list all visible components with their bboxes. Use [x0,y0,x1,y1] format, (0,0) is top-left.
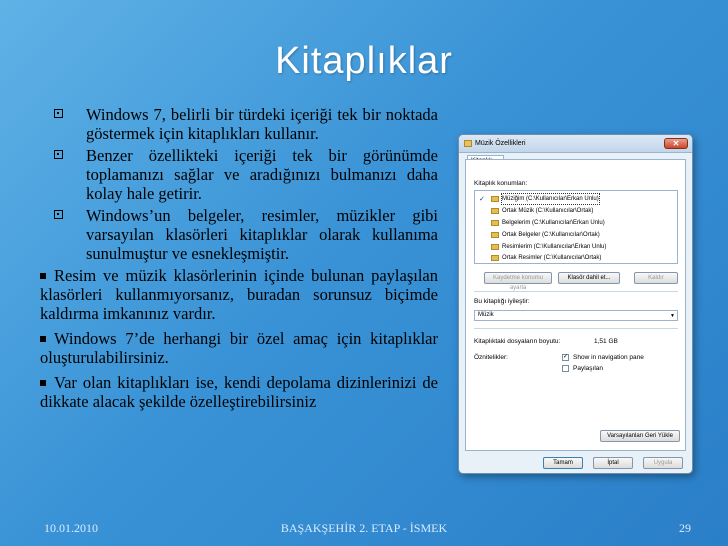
folder-icon [491,208,499,214]
square-bullet-icon [40,380,46,386]
dialog-titlebar[interactable] [459,135,692,153]
shared-checkbox[interactable] [562,365,569,372]
shared-label: Paylaşılan [573,365,603,372]
dialog-body [465,159,686,451]
locations-list[interactable] [474,190,678,264]
bullet-marker-icon [54,150,63,159]
set-save-location-button[interactable]: Kaydetme konumu ayarla [484,272,552,284]
attributes-label: Öznitelikler: [474,354,508,361]
folder-icon [491,255,499,261]
folder-icon [464,140,472,147]
bullet-marker-icon [54,109,63,118]
include-folder-button[interactable]: Klasör dahil et... [558,272,620,284]
size-value: 1,51 GB [594,338,618,345]
square-bullet-icon [40,273,46,279]
folder-icon [491,244,499,250]
show-nav-checkbox[interactable]: ✓ [563,354,569,360]
check-icon: ✓ [479,196,485,203]
close-button[interactable]: ✕ [664,138,688,149]
list-item[interactable]: Belgelerim (C:\Kullanıcılar\Erkan Unlu) [479,218,675,228]
folder-icon [491,220,499,226]
apply-button[interactable]: Uygula [643,457,683,469]
folder-icon [491,196,499,202]
divider [474,328,678,329]
paragraph: Windows 7’de herhangi bir özel amaç için kitaplıklar oluşturulabilirsiniz. [40,329,438,367]
remove-button[interactable]: Kaldır [634,272,678,284]
chevron-down-icon: ▼ [670,313,675,319]
footer-page-number: 29 [679,521,691,535]
music-properties-dialog [458,134,693,474]
list-item[interactable]: Ortak Müzik (C:\Kullanıcılar\Ortak) [479,206,675,216]
divider [474,291,678,292]
list-item[interactable]: Ortak Belgeler (C:\Kullanıcılar\Ortak) [479,230,675,240]
paragraph: Var olan kitaplıkları ise, kendi depolama dizinlerinizi de dikkate alacak şekilde özelleştirebilirsiniz [40,373,438,411]
locations-label: Kitaplık konumları: [474,180,528,187]
ok-button[interactable]: Tamam [543,457,583,469]
cancel-button[interactable]: İptal [593,457,633,469]
list-item[interactable]: Ortak Resimler (C:\Kullanıcılar\Ortak) [479,253,675,263]
bullet-marker-icon [54,210,63,219]
list-item[interactable]: ✓ Müziğim (C:\Kullanıcılar\Erkan Unlu) [479,196,599,203]
list-item[interactable]: Resimlerim (C:\Kullanıcılar\Erkan Unlu) [479,242,675,252]
size-label: Kitaplıktaki dosyaların boyutu: [474,338,561,345]
slide-text [40,105,438,417]
bullet-item: Windows’un belgeler, resimler, müzikler gibi varsayılan klasörleri kitaplıklar olarak kullanıma sunulmuştur ve esnekleşmiştir. [40,206,438,263]
optimize-value: Müzik [478,312,494,318]
footer-date: 10.01.2010 [44,521,98,535]
show-nav-label: Show in navigation pane [573,354,644,361]
slide-title: Kitaplıklar [275,40,453,82]
footer-center: BAŞAKŞEHİR 2. ETAP - İSMEK [280,521,448,535]
bullet-item: Windows 7, belirli bir türdeki içeriği tek bir noktada göstermek için kitaplıkları kullanır. [40,105,438,143]
optimize-label: Bu kitaplığı iyileştir: [474,298,530,305]
paragraph: Resim ve müzik klasörlerinin içinde bulunan paylaşılan klasörleri kullanmıyorsanız, buradan sorunsuz biçimde kaldırma imkanınız vardır. [40,266,438,323]
bullet-item: Benzer özellikteki içeriği tek bir görünümde toplamanızı sağlar ve aradığınızı bulmanızı daha kolay hale getirir. [40,146,438,203]
square-bullet-icon [40,336,46,342]
optimize-dropdown[interactable] [474,310,678,321]
dialog-title: Müzik Özellikleri [475,140,526,147]
restore-defaults-button[interactable]: Varsayılanları Geri Yükle [600,430,680,442]
folder-icon [491,232,499,238]
